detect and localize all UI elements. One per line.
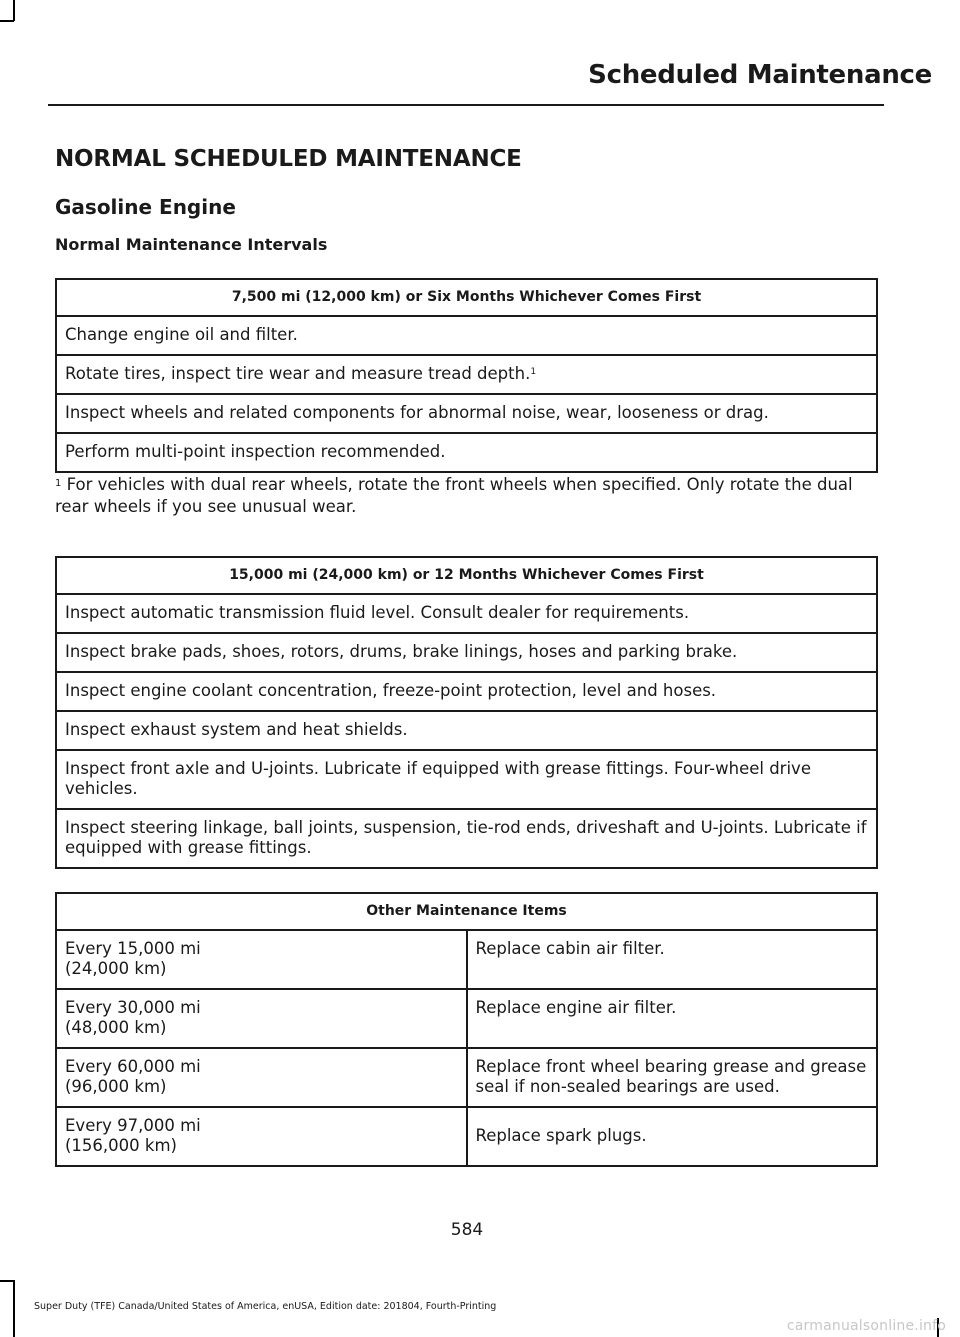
interval-cell: Every 97,000 mi (156,000 km)	[56, 1107, 467, 1166]
crop-mark-top-left-horizontal	[0, 20, 14, 22]
action-cell: Replace front wheel bearing grease and grease seal if non-sealed bearings are used.	[467, 1048, 878, 1107]
footnote-marker: 1	[55, 478, 62, 489]
interval-cell: Every 15,000 mi (24,000 km)	[56, 930, 467, 989]
crop-mark-bottom-left-vertical	[13, 1280, 15, 1337]
other-maintenance-table	[55, 892, 878, 1167]
table-row	[56, 1107, 877, 1166]
page-header-title: Scheduled Maintenance	[588, 60, 932, 90]
watermark: carmanualsonline.info	[786, 1318, 946, 1334]
table-header: Other Maintenance Items	[56, 893, 877, 930]
table-header: 15,000 mi (24,000 km) or 12 Months Whichever Comes First	[56, 557, 877, 594]
table-row: Inspect brake pads, shoes, rotors, drums, brake linings, hoses and parking brake.	[56, 633, 877, 672]
table-row: Change engine oil and filter.	[56, 316, 877, 355]
footnote-reference: 1	[530, 367, 537, 377]
crop-mark-bottom-left-horizontal	[0, 1280, 14, 1282]
maintenance-table-15000	[55, 556, 878, 869]
table-row: Inspect automatic transmission fluid level. Consult dealer for requirements.	[56, 594, 877, 633]
subsection-title: Gasoline Engine	[55, 195, 236, 219]
header-divider	[48, 104, 884, 106]
table-row	[56, 930, 877, 989]
footnote	[55, 474, 875, 518]
table-row: Inspect steering linkage, ball joints, suspension, tie-rod ends, driveshaft and U-joints. Lubricate if equipped with grease fittings.	[56, 809, 877, 868]
footer-edition-info: Super Duty (TFE) Canada/United States of America, enUSA, Edition date: 201804, Fourth-Printing	[34, 1301, 497, 1312]
action-cell: Replace cabin air filter.	[467, 930, 878, 989]
table-row: Rotate tires, inspect tire wear and measure tread depth.$^1$	[56, 355, 877, 394]
page-number: 584	[450, 1220, 484, 1240]
section-title: NORMAL SCHEDULED MAINTENANCE	[55, 146, 522, 172]
table-row: Inspect exhaust system and heat shields.	[56, 711, 877, 750]
table-row: Inspect engine coolant concentration, freeze-point protection, level and hoses.	[56, 672, 877, 711]
table-row	[56, 1048, 877, 1107]
footnote-text: For vehicles with dual rear wheels, rotate the front wheels when specified. Only rotate the dual rear wheels if you see unusual wear.	[55, 475, 853, 516]
crop-mark-top-left-vertical	[13, 0, 15, 21]
action-cell: Replace engine air filter.	[467, 989, 878, 1048]
table-row: Inspect front axle and U-joints. Lubricate if equipped with grease fittings. Four-wheel drive vehicles.	[56, 750, 877, 809]
action-cell: Replace spark plugs.	[467, 1107, 878, 1166]
interval-cell: Every 60,000 mi (96,000 km)	[56, 1048, 467, 1107]
table-header: 7,500 mi (12,000 km) or Six Months Whichever Comes First	[56, 279, 877, 316]
interval-heading: Normal Maintenance Intervals	[55, 235, 328, 254]
table-row	[56, 989, 877, 1048]
interval-cell: Every 30,000 mi (48,000 km)	[56, 989, 467, 1048]
table-row: Perform multi-point inspection recommended.	[56, 433, 877, 472]
table-row: Inspect wheels and related components for abnormal noise, wear, looseness or drag.	[56, 394, 877, 433]
maintenance-table-7500	[55, 278, 878, 473]
